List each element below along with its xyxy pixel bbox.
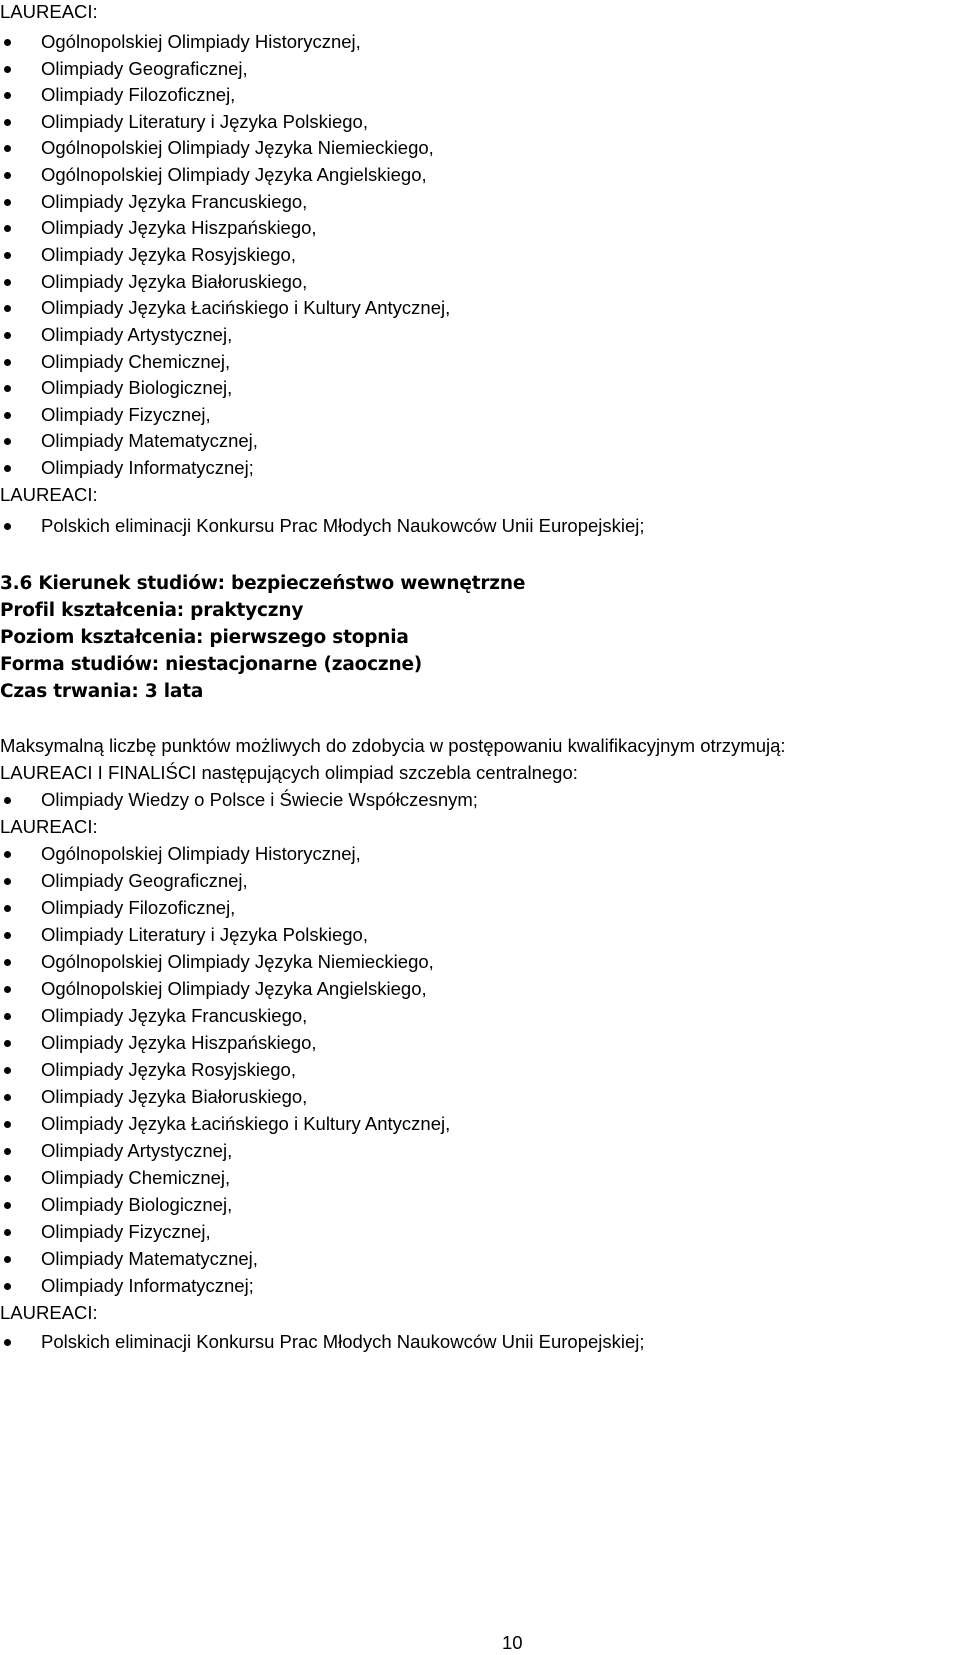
bullet-icon (4, 1148, 11, 1155)
bullet-icon (4, 465, 11, 472)
form-line: Forma studiów: niestacjonarne (zaoczne) (0, 654, 423, 675)
bullet-icon (4, 851, 11, 858)
bullet-icon (4, 1256, 11, 1263)
laureaci-label: LAUREACI: (0, 1302, 98, 1323)
finalists-label: LAUREACI I FINALIŚCI następujących olimpiad szczebla centralnego: (0, 762, 578, 783)
bullet-icon (4, 959, 11, 966)
bullet-icon (4, 92, 11, 99)
bullet-icon (4, 1202, 11, 1209)
bullet-icon (4, 438, 11, 445)
level-line: Poziom kształcenia: pierwszego stopnia (0, 627, 409, 648)
bullet-icon (4, 359, 11, 366)
bullet-icon (4, 1283, 11, 1290)
bullet-icon (4, 199, 11, 206)
bullet-icon (4, 385, 11, 392)
bullet-icon (4, 252, 11, 259)
bullet-icon (4, 986, 11, 993)
laureaci-label: LAUREACI: (0, 484, 98, 505)
bullet-icon (4, 225, 11, 232)
bullet-icon (4, 66, 11, 73)
bullet-icon (4, 523, 11, 530)
laureaci-label: LAUREACI: (0, 1, 98, 22)
bullet-icon (4, 1094, 11, 1101)
bullet-icon (4, 1339, 11, 1346)
bullet-icon (4, 1040, 11, 1047)
bullet-icon (4, 932, 11, 939)
bullet-icon (4, 1067, 11, 1074)
bullet-icon (4, 1229, 11, 1236)
bullet-icon (4, 878, 11, 885)
bullet-icon (4, 332, 11, 339)
bullet-icon (4, 305, 11, 312)
bullet-icon (4, 39, 11, 46)
bullet-icon (4, 905, 11, 912)
bullet-icon (4, 797, 11, 804)
bullet-icon (4, 1175, 11, 1182)
duration-line: Czas trwania: 3 lata (0, 681, 204, 702)
page-number: 10 (502, 1632, 523, 1653)
bullet-icon (4, 145, 11, 152)
laureaci-label: LAUREACI: (0, 816, 98, 837)
bullet-icon (4, 1121, 11, 1128)
bullet-icon (4, 279, 11, 286)
bullet-icon (4, 119, 11, 126)
intro-paragraph: Maksymalną liczbę punktów możliwych do zdobycia w postępowaniu kwalifikacyjnym otrzymują: (0, 735, 786, 756)
bullet-icon (4, 172, 11, 179)
bullet-icon (4, 412, 11, 419)
section-heading: 3.6 Kierunek studiów: bezpieczeństwo wewnętrzne (0, 573, 526, 594)
profile-line: Profil kształcenia: praktyczny (0, 600, 304, 621)
bullet-icon (4, 1013, 11, 1020)
